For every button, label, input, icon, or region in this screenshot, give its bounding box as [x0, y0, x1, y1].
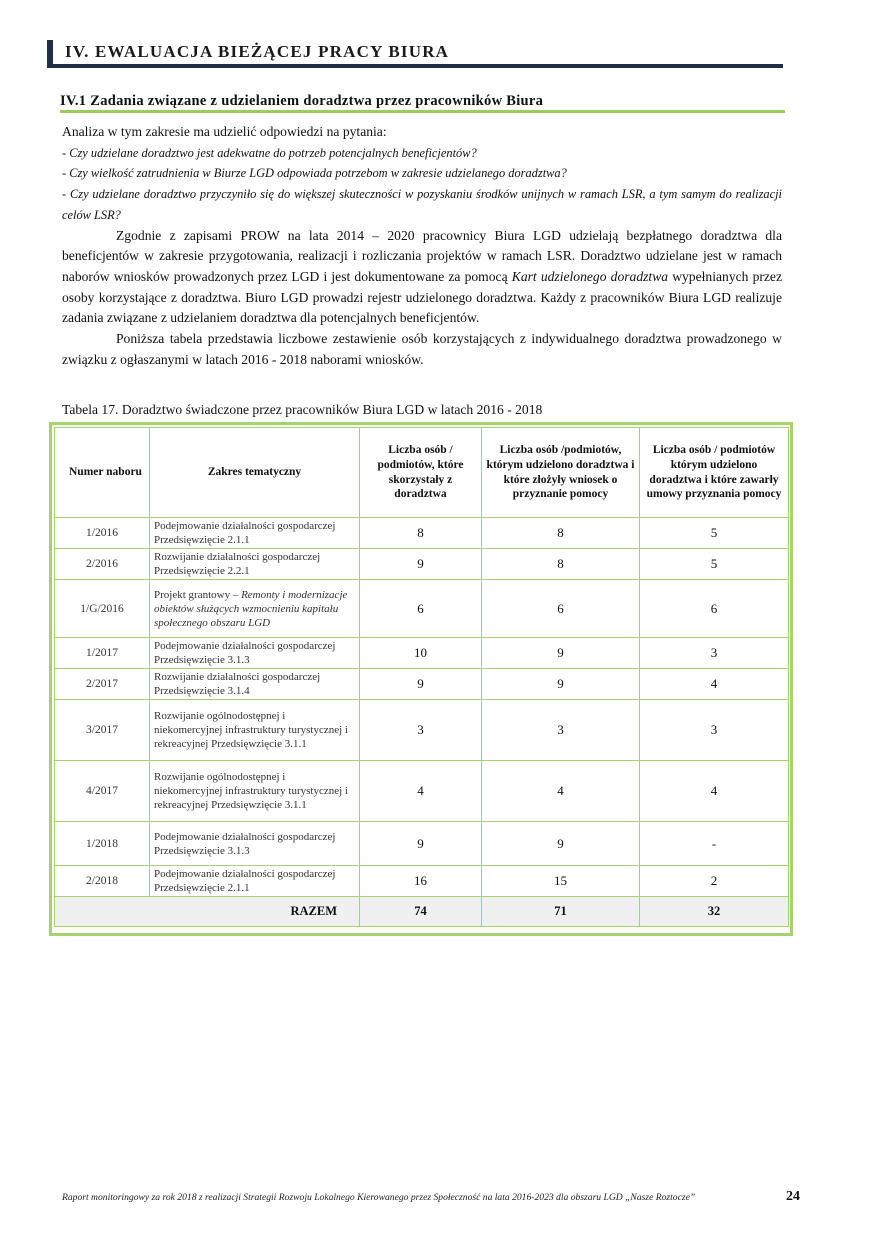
row-value-c1: 6 [360, 580, 482, 638]
row-value-c1: 9 [360, 549, 482, 580]
header-col2: Liczba osób /podmiotów, którym udzielono doradztwa i które złożyły wniosek o przyznanie pomocy [482, 428, 640, 518]
row-value-c2: 8 [482, 549, 640, 580]
row-value-c2: 3 [482, 700, 640, 761]
row-value-c3: 2 [640, 866, 789, 897]
row-value-c2: 15 [482, 866, 640, 897]
section-title: IV.1 Zadania związane z udzielaniem doradztwa przez pracowników Biura [60, 93, 785, 113]
footer-text: Raport monitoringowy za rok 2018 z realizacji Strategii Rozwoju Lokalnego Kierowanego przez Społeczność na lata 2016-2023 dla obszaru LGD „Nasze Roztocze” [62, 1192, 696, 1203]
row-value-c3: 5 [640, 518, 789, 549]
total-value-c2: 71 [482, 897, 640, 927]
question-3: - Czy udzielane doradztwo przyczyniło się do większej skuteczności w pozyskaniu środków unijnych w ramach LSR, a tym samym do realizacji celów LSR? [62, 187, 782, 222]
chapter-header [47, 40, 783, 68]
table-body [55, 518, 789, 927]
table-row [55, 822, 789, 866]
row-numer: 4/2017 [55, 761, 150, 822]
total-value-c1: 74 [360, 897, 482, 927]
row-zakres [150, 518, 360, 549]
paragraph-1 [62, 226, 782, 330]
advice-table [54, 427, 789, 927]
paragraph-1-part-1: Zgodnie z zapisami PROW na lata 2014 – 2020 pracownicy Biura LGD udzielają bezpłatnego doradztwa dla beneficjentów w zakresie przygotowania, realizacji i rozliczania projektów w ramach LSR. Doradztwo udzielane jest w ramach naborów wniosków prowadzonych przez LGD i jest dokumentowane za pomocą [62, 227, 782, 284]
row-zakres-text: Rozwijanie ogólnodostępnej i niekomercyjnej infrastruktury turystycznej i rekreacyjnej Przedsięwzięcie 3.1.1 [154, 710, 348, 750]
question-1: - Czy udzielane doradztwo jest adekwatne do potrzeb potencjalnych beneficjentów? [62, 145, 477, 160]
paragraph-1-part-2: wypełnianych przez osoby korzystające z doradztwa. Biuro LGD prowadzi rejestr udzielonego doradztwa. Każdy z pracowników Biura LGD realizuje zadania związane z udzielaniem doradztwa dla potencjalnych beneficjentów. [62, 268, 783, 326]
row-value-c1: 10 [360, 638, 482, 669]
row-numer: 2/2017 [55, 669, 150, 700]
row-zakres-text: Rozwijanie działalności gospodarczej Przedsięwzięcie 3.1.4 [154, 671, 321, 697]
row-value-c3: 5 [640, 549, 789, 580]
row-numer: 1/2017 [55, 638, 150, 669]
row-zakres [150, 580, 360, 638]
row-zakres-text: Podejmowanie działalności gospodarczej Przedsięwzięcie 3.1.3 [154, 830, 336, 857]
row-zakres-text: Projekt grantowy – [154, 588, 242, 601]
chapter-title: IV. EWALUACJA BIEŻĄCEJ PRACY BIURA [65, 42, 450, 61]
row-numer: 2/2016 [55, 549, 150, 580]
row-zakres [150, 549, 360, 580]
row-zakres-text: Podejmowanie działalności gospodarczej Przedsięwzięcie 2.1.1 [154, 520, 336, 546]
table-row [55, 580, 789, 638]
row-value-c1: 8 [360, 518, 482, 549]
row-value-c1: 3 [360, 700, 482, 761]
table-frame [49, 422, 793, 936]
row-value-c2: 9 [482, 638, 640, 669]
row-zakres [150, 669, 360, 700]
table-header-row [55, 428, 789, 518]
row-zakres-text: Podejmowanie działalności gospodarczej Przedsięwzięcie 3.1.3 [154, 640, 336, 666]
table-caption: Tabela 17. Doradztwo świadczone przez pracowników Biura LGD w latach 2016 - 2018 [62, 402, 543, 417]
total-label: RAZEM [55, 897, 360, 927]
row-value-c1: 16 [360, 866, 482, 897]
table-row [55, 638, 789, 669]
row-zakres-text: Rozwijanie ogólnodostępnej i niekomercyjnej infrastruktury turystycznej i rekreacyjnej Przedsięwzięcie 3.1.1 [154, 771, 348, 811]
row-value-c3: 3 [640, 700, 789, 761]
row-numer: 2/2018 [55, 866, 150, 897]
row-zakres [150, 822, 360, 866]
row-value-c2: 6 [482, 580, 640, 638]
table-row [55, 866, 789, 897]
table-row [55, 549, 789, 580]
row-value-c3: 4 [640, 669, 789, 700]
row-value-c3: 3 [640, 638, 789, 669]
table-row [55, 700, 789, 761]
row-value-c1: 9 [360, 669, 482, 700]
row-value-c3: 6 [640, 580, 789, 638]
table-row [55, 669, 789, 700]
paragraph-1-italic: Kart udzielonego doradztwa [511, 268, 669, 284]
intro-text: Analiza w tym zakresie ma udzielić odpowiedzi na pytania: [62, 124, 387, 139]
row-value-c2: 8 [482, 518, 640, 549]
row-zakres-italic: Remonty i modernizacje obiektów służących wzmocnieniu kapitału społecznego obszaru LGD [154, 588, 348, 629]
row-value-c1: 4 [360, 761, 482, 822]
question-2: - Czy wielkość zatrudnienia w Biurze LGD odpowiada potrzebom w zakresie udzielanego doradztwa? [62, 166, 567, 181]
row-value-c2: 9 [482, 822, 640, 866]
row-value-c3: - [640, 822, 789, 866]
row-numer: 1/G/2016 [55, 580, 150, 638]
row-value-c2: 4 [482, 761, 640, 822]
paragraph-2: Poniższa tabela przedstawia liczbowe zestawienie osób korzystających z indywidualnego doradztwa prowadzonego w związku z ogłaszanymi w latach 2016 - 2018 naborami wniosków. [62, 331, 782, 367]
row-zakres-text: Podejmowanie działalności gospodarczej Przedsięwzięcie 2.1.1 [154, 868, 336, 894]
body-text [62, 122, 782, 370]
row-value-c1: 9 [360, 822, 482, 866]
table-row [55, 518, 789, 549]
header-col3: Liczba osób / podmiotów którym udzielono doradztwa i które zawarły umowy przyznania pomocy [640, 428, 789, 518]
row-numer: 3/2017 [55, 700, 150, 761]
table-total-row [55, 897, 789, 927]
row-numer: 1/2018 [55, 822, 150, 866]
row-numer: 1/2016 [55, 518, 150, 549]
row-zakres [150, 761, 360, 822]
page-number: 24 [786, 1189, 800, 1204]
row-zakres-text: Rozwijanie działalności gospodarczej Przedsięwzięcie 2.2.1 [154, 551, 321, 577]
header-numer: Numer naboru [55, 428, 150, 518]
row-value-c2: 9 [482, 669, 640, 700]
row-zakres [150, 638, 360, 669]
row-value-c3: 4 [640, 761, 789, 822]
header-zakres: Zakres tematyczny [150, 428, 360, 518]
table-row [55, 761, 789, 822]
row-zakres [150, 700, 360, 761]
total-value-c3: 32 [640, 897, 789, 927]
row-zakres [150, 866, 360, 897]
header-col1: Liczba osób / podmiotów, które skorzystały z doradztwa [360, 428, 482, 518]
